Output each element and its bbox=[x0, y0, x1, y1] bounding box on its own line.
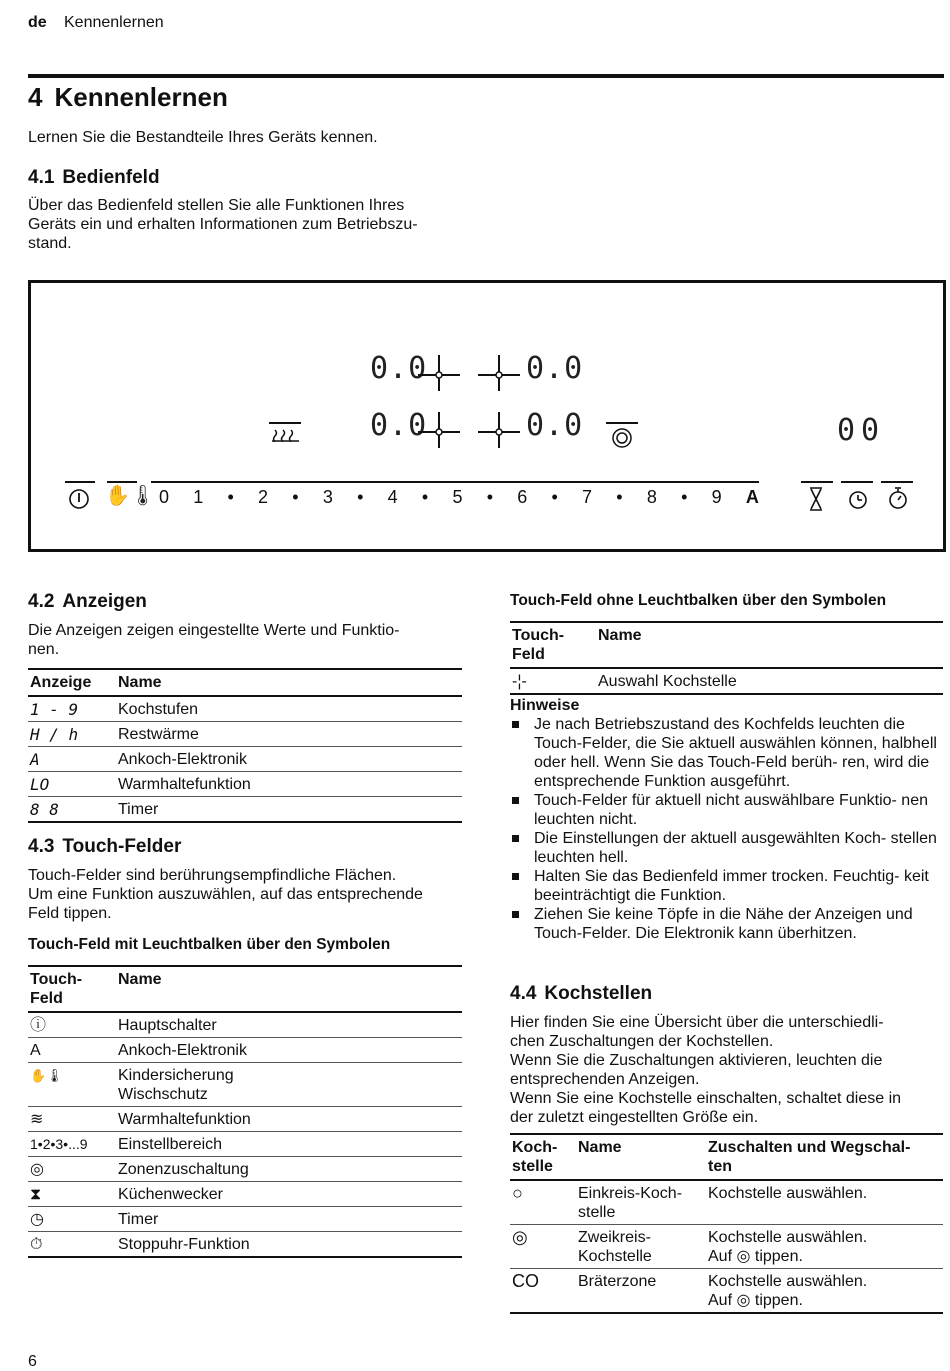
table-row: ◎ Zonenzuschaltung bbox=[28, 1157, 462, 1182]
scale-dot: • bbox=[421, 487, 429, 507]
header-title: Kennenlernen bbox=[64, 14, 164, 31]
touch-fields-table bbox=[28, 965, 462, 1258]
scale-label: 8 bbox=[646, 487, 657, 507]
header-language: de bbox=[28, 14, 47, 31]
touch-without-bar-heading: Touch-Feld ohne Leuchtbalken über den Symbolen bbox=[510, 592, 887, 609]
table-row: LO Warmhaltefunktion bbox=[28, 772, 462, 797]
column-header: Anzeige bbox=[28, 669, 116, 696]
keep-warm-bar bbox=[269, 422, 301, 424]
notes-list bbox=[510, 715, 944, 943]
scale-dot: • bbox=[357, 487, 364, 507]
table-row: ○ Einkreis-Koch- stelle Kochstelle auswählen. bbox=[510, 1180, 943, 1225]
control-panel-illustration bbox=[28, 280, 946, 552]
table-row: 1•2•3•...9 Einstellbereich bbox=[28, 1132, 462, 1157]
table-row: ◷ Timer bbox=[28, 1207, 462, 1232]
chapter-heading: 4 Kennenlernen bbox=[28, 82, 228, 112]
list-item: Touch-Felder für aktuell nicht auswählbare Funktio- nen leuchten nicht. bbox=[510, 791, 944, 829]
table-row: ⏱ Stoppuhr-Funktion bbox=[28, 1232, 462, 1258]
cooking-zones-table bbox=[510, 1133, 943, 1314]
touch-fields-table-2 bbox=[510, 621, 943, 695]
chapter-intro: Lernen Sie die Bestandteile Ihres Geräts kennen. bbox=[28, 129, 378, 146]
scale-dot: • bbox=[681, 487, 688, 507]
table-row: -¦- Auswahl Kochstelle bbox=[510, 668, 943, 694]
scale-label: 4 bbox=[387, 487, 398, 507]
column-header: Touch- Feld bbox=[510, 622, 596, 668]
section-4-4-heading: 4.4 Kochstellen bbox=[510, 983, 653, 1004]
scale-label: 2 bbox=[258, 487, 269, 507]
timer-display: 00 bbox=[837, 413, 886, 448]
scale-boost-label: A bbox=[745, 487, 759, 507]
section-4-3-heading: 4.3 Touch-Felder bbox=[28, 836, 182, 857]
table-row: ⧗ Küchenwecker bbox=[28, 1182, 462, 1207]
table-row: ≋ Warmhaltefunktion bbox=[28, 1107, 462, 1132]
scale-dot: • bbox=[227, 487, 234, 507]
zone-select-icon bbox=[476, 410, 522, 450]
section-4-1-heading: 4.1 Bedienfeld bbox=[28, 167, 160, 188]
section-4-4-text: Hier finden Sie eine Übersicht über die unterschiedli- chen Zuschaltungen der Kochstellen. Wenn Sie die Zuschaltungen aktivieren, leuchten die entsprechenden Anzeigen. Wenn Sie eine Kochstelle einschalten, schaltet diese in der zuletzt eingestellten Größe ein. bbox=[510, 1014, 902, 1126]
display-front-left: 0.0 bbox=[370, 351, 428, 386]
scale-dot: • bbox=[551, 487, 558, 507]
table-row: A Ankoch-Elektronik bbox=[28, 747, 462, 772]
scale-dot: • bbox=[616, 487, 623, 507]
table-row: H / h Restwärme bbox=[28, 722, 462, 747]
list-item: Halten Sie das Bedienfeld immer trocken. Feuchtig- keit beeinträchtigt die Funktion. bbox=[510, 867, 944, 905]
display-rear-right: 0.0 bbox=[526, 408, 584, 443]
list-item: Die Einstellungen der aktuell ausgewählten Koch- stellen leuchten hell. bbox=[510, 829, 944, 867]
power-icon bbox=[67, 487, 91, 511]
section-4-2-text: Die Anzeigen zeigen eingestellte Werte und Funktio- nen. bbox=[28, 622, 400, 658]
kitchen-timer-icon bbox=[807, 486, 825, 512]
power-scale bbox=[159, 488, 759, 507]
section-4-1-text: Über das Bedienfeld stellen Sie alle Funktionen Ihres Geräts ein und erhalten Informationen zum Betriebszu- stand. bbox=[28, 197, 418, 252]
table-row: ◎ Zweikreis- Kochstelle Kochstelle auswählen. Auf ◎ tippen. bbox=[510, 1225, 943, 1269]
column-header: Name bbox=[576, 1134, 706, 1180]
keep-warm-icon bbox=[271, 428, 301, 442]
zone-select-icon bbox=[416, 353, 462, 393]
scale-label: 3 bbox=[322, 487, 333, 507]
column-header: Koch- stelle bbox=[510, 1134, 576, 1180]
stopwatch-icon bbox=[886, 485, 910, 511]
displays-table bbox=[28, 668, 462, 823]
column-header: Touch- Feld bbox=[28, 966, 116, 1012]
section-4-3-text: Touch-Felder sind berührungsempfindliche Flächen. Um eine Funktion auszuwählen, auf das entsprechende Feld tippen. bbox=[28, 867, 423, 922]
header-rule bbox=[28, 74, 944, 78]
table-row: CO Bräterzone Kochstelle auswählen. Auf ◎ tippen. bbox=[510, 1269, 943, 1314]
list-item: Ziehen Sie keine Töpfe in die Nähe der Anzeigen und Touch-Felder. Die Elektronik kann überhitzen. bbox=[510, 905, 944, 943]
zone-bar bbox=[606, 422, 638, 424]
table-row: 8 8 Timer bbox=[28, 797, 462, 823]
column-header: Zuschalten und Wegschal- ten bbox=[706, 1134, 943, 1180]
display-front-right: 0.0 bbox=[526, 351, 584, 386]
scale-label: 7 bbox=[582, 487, 593, 507]
table-row: A Ankoch-Elektronik bbox=[28, 1038, 462, 1063]
zone-select-icon bbox=[416, 410, 462, 450]
touch-with-bar-heading: Touch-Feld mit Leuchtbalken über den Symbolen bbox=[28, 936, 391, 953]
zone-select-icon bbox=[476, 353, 522, 393]
zone-icon bbox=[611, 427, 633, 449]
timer-icon bbox=[846, 487, 870, 511]
scale-label: 5 bbox=[452, 487, 463, 507]
table-row: ⓘ Hauptschalter bbox=[28, 1012, 462, 1038]
scale-label: 0 bbox=[159, 487, 170, 507]
section-4-2-heading: 4.2 Anzeigen bbox=[28, 591, 147, 612]
table-row: ✋🌡 Kindersicherung Wischschutz bbox=[28, 1063, 462, 1107]
scale-label: 6 bbox=[517, 487, 528, 507]
column-header: Name bbox=[596, 622, 943, 668]
page-number: 6 bbox=[28, 1353, 37, 1370]
scale-label: 9 bbox=[711, 487, 722, 507]
scale-dot: • bbox=[486, 487, 493, 507]
column-header: Name bbox=[116, 669, 462, 696]
scale-dot: • bbox=[292, 487, 299, 507]
column-header: Name bbox=[116, 966, 462, 1012]
table-row: 1 - 9 Kochstufen bbox=[28, 696, 462, 722]
scale-label: 1 bbox=[193, 487, 204, 507]
list-item: Je nach Betriebszustand des Kochfelds leuchten die Touch-Felder, die Sie aktuell auswählen können, halbhell oder hell. Wenn Sie das Touch-Feld berüh- ren, wird die entsprechende Funktion ausgeführt. bbox=[510, 715, 944, 791]
child-lock-icon: ✋🌡 bbox=[105, 485, 156, 507]
notes-heading: Hinweise bbox=[510, 697, 580, 714]
display-rear-left: 0.0 bbox=[370, 408, 428, 443]
